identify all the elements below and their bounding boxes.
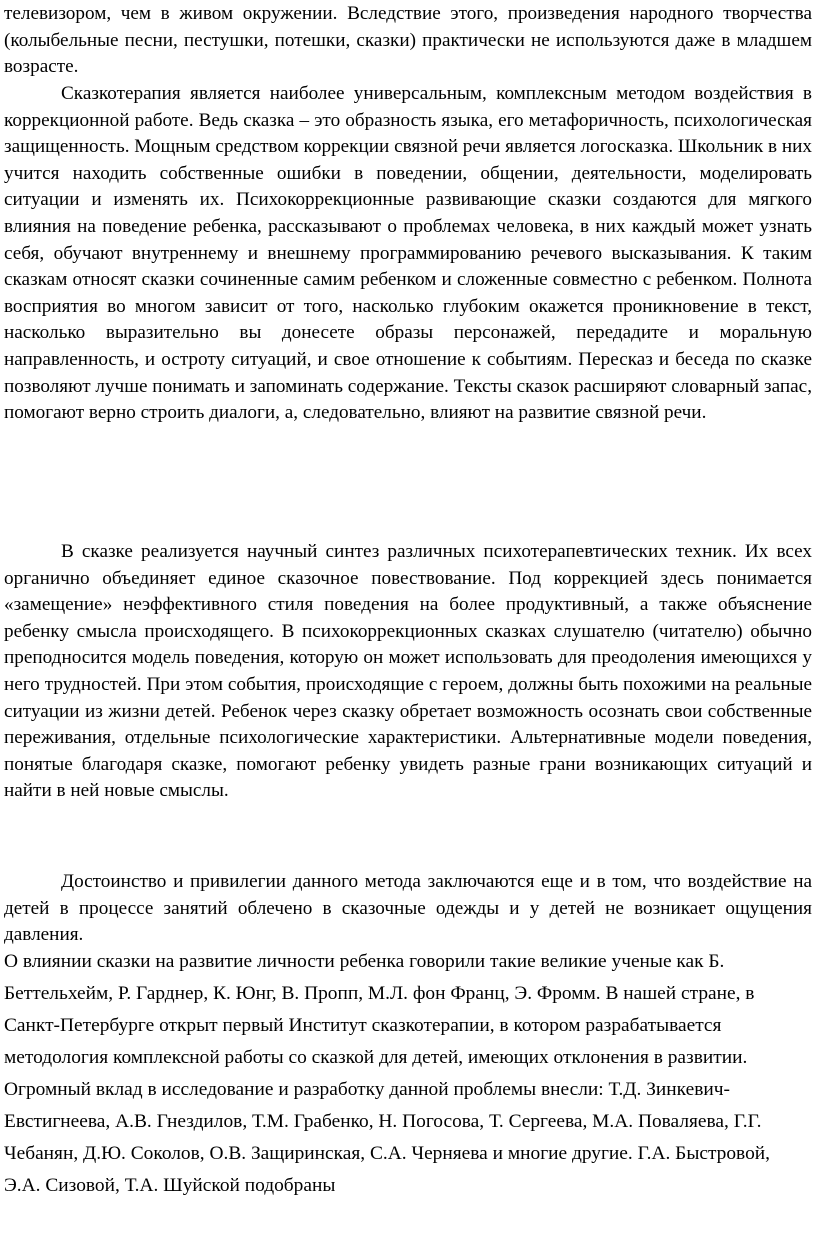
paragraph-continuation: телевизором, чем в живом окружении. Вследствие этого, произведения народного творчества (колыбельные песни, пестушки, потешки, сказки) практически не используются даже в младшем возрасте. bbox=[4, 3, 812, 78]
paragraph-method-advantages: Достоинство и привилегии данного метода заключаются еще и в том, что воздействие на детей в процессе занятий облечено в сказочные одежды и у детей не возникает ощущения давления. bbox=[4, 871, 812, 946]
paragraph-fairy-tale-therapy: Сказкотерапия является наиболее универсальным, комплексным методом воздействия в коррекционной работе. Ведь сказка – это образность языка, его метафоричность, психологическая защищенность. Мощным средством коррекции связной речи является логосказка. Школьник в них учится находить собственные ошибки в поведении, общении, деятельности, моделировать ситуации и изменять их. Психокоррекционные развивающие сказки создаются для мягкого влияния на поведение ребенка, рассказывают о проблемах человека, в них каждый может узнать себя, обучают внутреннему и внешнему программированию речевого высказывания. К таким сказкам относят сказки сочиненные самим ребенком и сложенные совместно с ребенком. Полнота восприятия во многом зависит от того, насколько глубоким окажется проникновение в текст, насколько выразительно вы донесете образы персонажей, передадите и моральную направленность, и остроту ситуаций, и свое отношение к событиям. Пересказ и беседа по сказке позволяют лучше понимать и запоминать содержание. Тексты сказок расширяют словарный запас, помогают верно строить диалоги, а, следовательно, влияют на развитие связной речи. bbox=[4, 83, 812, 424]
paragraph-researchers: О влиянии сказки на развитие личности ребенка говорили такие великие ученые как Б. Беттельхейм, Р. Гарднер, К. Юнг, В. Пропп, М.Л. фон Франц, Э. Фромм. В нашей стране, в Санкт-Петербурге открыт первый Институт сказкотерапии, в котором разрабатывается методология комплексной работы со сказкой для детей, имеющих отклонения в развитии. Огромный вклад в исследование и разработку данной проблемы внесли: Т.Д. Зинкевич-Евстигнеева, А.В. Гнездилов, Т.М. Грабенко, Н. Погосова, Т. Сергеева, М.А. Поваляева, Г.Г. Чебанян, Д.Ю. Соколов, О.В. Защиринская, С.А. Черняева и многие другие. Г.А. Быстровой, Э.А. Сизовой, Т.А. Шуйской подобраны bbox=[4, 951, 770, 1196]
paragraph-psychotherapeutic-synthesis: В сказке реализуется научный синтез различных психотерапевтических техник. Их всех органично объединяет единое сказочное повествование. Под коррекцией здесь понимается «замещение» неэффективного стиля поведения на более продуктивный, а также объяснение ребенку смысла происходящего. В психокоррекционных сказках слушателю (читателю) обычно преподносится модель поведения, которую он может использовать для преодоления имеющихся у него трудностей. При этом события, происходящие с героем, должны быть похожими на реальные ситуации из жизни детей. Ребенок через сказку обретает возможность осознать свои собственные переживания, отдельные психологические характеристики. Альтернативные модели поведения, понятые благодаря сказке, помогают ребенку увидеть разные грани возникающих ситуаций и найти в ней новые смыслы. bbox=[4, 541, 812, 802]
